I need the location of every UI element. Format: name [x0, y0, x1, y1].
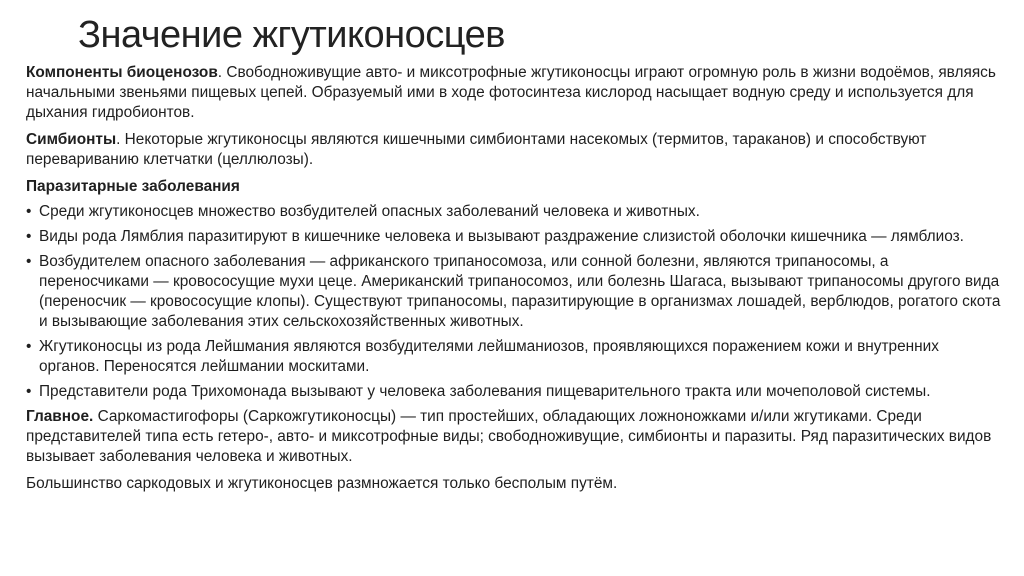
bullet-icon: • — [26, 338, 32, 355]
slide-title: Значение жгутиконосцев — [78, 14, 505, 56]
list-item — [26, 252, 1001, 332]
parasitic-list — [26, 202, 1001, 402]
symbionts-text: . Некоторые жгутиконосцы являются кишечными симбионтами насекомых (термитов, тараканов) и способствуют перевариванию клетчатки (целлюлозы). — [26, 131, 927, 168]
list-item-text: Возбудителем опасного заболевания — африканского трипаносомоза, или сонной болезни, являются трипаносомы, а переносчиками — кровососущие мухи цеце. Американский трипаносомоз, или болезнь Шагаса, вызывают трипаносомы другого вида (переносчик — кровососущие клопы). Существуют трипаносомы, паразитирующие в организмах лошадей, верблюдов, рогатого скота и вызывающие заболевания этих сельскохозяйственных животных. — [39, 253, 1001, 330]
components-paragraph — [26, 63, 1001, 123]
list-item-text: Жгутиконосцы из рода Лейшмания являются возбудителями лейшманиозов, проявляющихся поражением кожи и внутренних органов. Переносятся лейшмании москитами. — [39, 338, 939, 375]
parasitic-heading: Паразитарные заболевания — [26, 178, 240, 195]
bullet-icon: • — [26, 383, 32, 400]
list-item — [26, 202, 1001, 222]
bullet-icon: • — [26, 253, 32, 270]
reproduction-paragraph: Большинство саркодовых и жгутиконосцев размножается только бесполым путём. — [26, 475, 618, 492]
components-text: . Свободноживущие авто- и миксотрофные жгутиконосцы играют огромную роль в жизни водоёмов, являясь начальными звеньями пищевых цепей. Образуемый ими в ходе фотосинтеза кислород насыщает водную среду и используется для дыхания гидробионтов. — [26, 64, 996, 121]
bullet-icon: • — [26, 203, 32, 220]
list-item — [26, 337, 1001, 377]
main-paragraph — [26, 407, 1001, 467]
slide-body — [26, 63, 1001, 501]
main-text: Саркомастигофоры (Саркожгутиконосцы) — тип простейших, обладающих ложноножками и/или жгутиками. Среди представителей типа есть гетеро-, авто- и миксотрофные виды; свободноживущие, симбионты и паразиты. Ряд паразитических видов вызывает заболевания человека и животных. — [26, 408, 992, 465]
symbionts-label: Симбионты — [26, 131, 117, 148]
list-item-text: Виды рода Лямблия паразитируют в кишечнике человека и вызывают раздражение слизистой оболочки кишечника — лямблиоз. — [39, 228, 964, 245]
symbionts-paragraph — [26, 130, 1001, 170]
components-label: Компоненты биоценозов — [26, 64, 218, 81]
list-item — [26, 382, 1001, 402]
list-item-text: Среди жгутиконосцев множество возбудителей опасных заболеваний человека и животных. — [39, 203, 700, 220]
list-item-text: Представители рода Трихомонада вызывают у человека заболевания пищеварительного тракта или мочеполовой системы. — [39, 383, 931, 400]
main-label: Главное. — [26, 408, 94, 425]
bullet-icon: • — [26, 228, 32, 245]
list-item — [26, 227, 1001, 247]
